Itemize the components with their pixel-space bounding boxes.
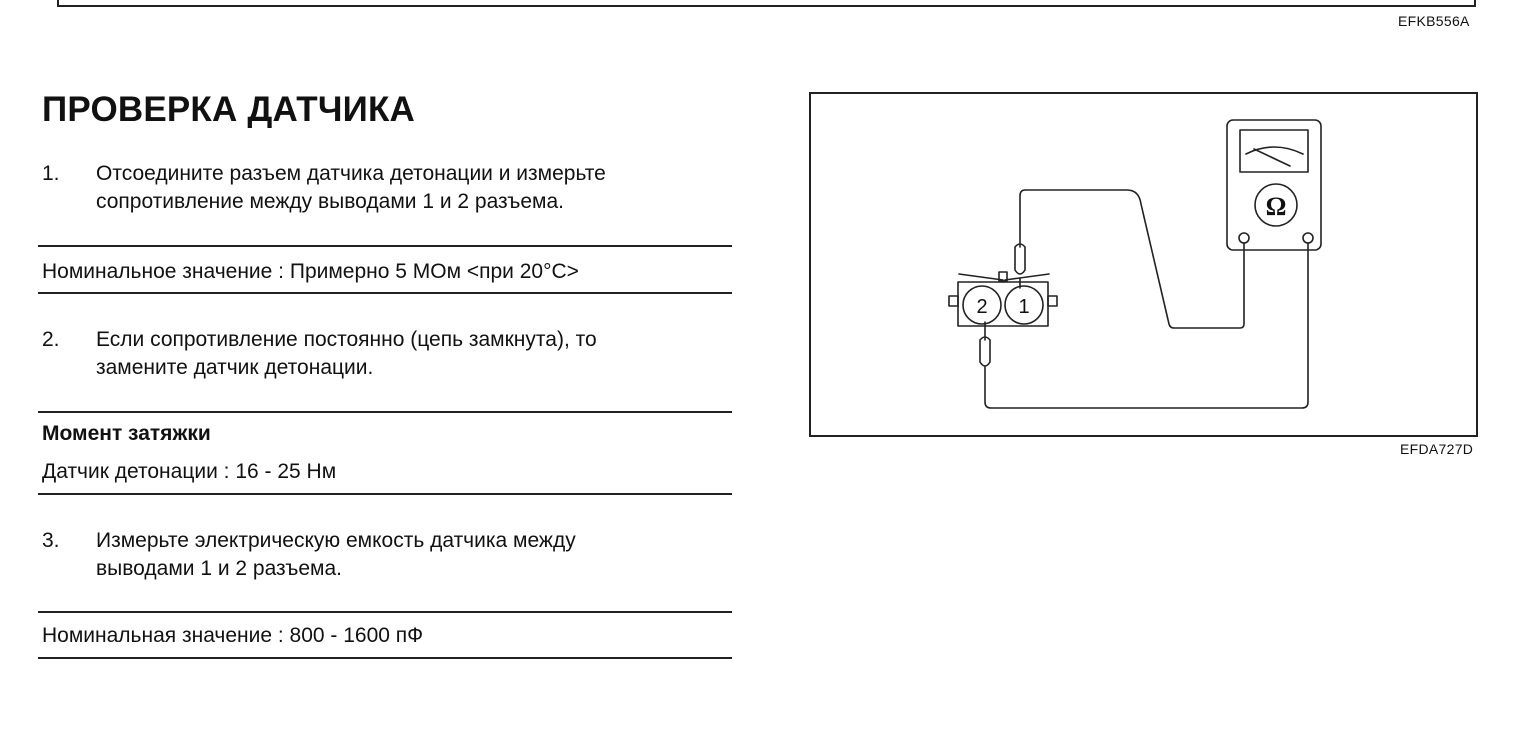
step-text-line: сопротивление между выводами 1 и 2 разъема. [96,190,564,213]
step-text-line: Измерьте электрическую емкость датчика между [96,529,576,552]
spec-divider-bottom [38,292,732,294]
spec-capacitance: Номинальная значение : 800 - 1600 пФ [42,624,424,647]
step-number: 1. [42,162,60,185]
ohmmeter-diagram [809,92,1478,437]
ohmmeter-body [1227,120,1321,250]
step-text-line: выводами 1 и 2 разъема. [96,557,342,580]
torque-value: Датчик детонации : 16 - 25 Нм [42,460,337,483]
step-text [96,326,746,382]
step-1 [42,160,742,220]
spec-divider-bottom [38,657,732,659]
step-text [96,527,746,583]
step-number: 3. [42,529,60,552]
ohmmeter-needle [1254,149,1290,166]
test-probe-1 [1015,244,1025,274]
torque-title: Момент затяжки [42,422,211,445]
test-probe-2 [980,337,990,366]
spec-resistance: Номинальное значение : Примерно 5 МОм <при 20°C> [42,260,579,283]
step-text-line: Если сопротивление постоянно (цепь замкнута), то [96,328,597,351]
previous-figure-frame [57,0,1476,7]
spec-divider-top [38,245,732,247]
step-text-line: Отсоедините разъем датчика детонации и измерьте [96,162,606,185]
step-text-line: замените датчик детонации. [96,356,374,379]
connector-side-tab-left [949,296,958,306]
terminal-2-label: 2 [976,296,988,318]
terminal-1-label: 1 [1018,296,1030,318]
page-title: ПРОВЕРКА ДАТЧИКА [42,90,416,129]
step-text [96,160,746,216]
ohm-symbol: Ω [1265,192,1287,221]
figure-code-diagram: EFDA727D [1400,441,1474,457]
torque-divider-top [38,411,732,413]
torque-divider-bottom [38,493,732,495]
test-lead-wire-1 [1020,190,1244,328]
step-2 [42,326,742,386]
step-number: 2. [42,328,60,351]
ohmmeter-scale-arc [1246,147,1303,154]
figure-code-top: EFKB556A [1398,13,1470,29]
spec-divider-top [38,611,732,613]
connector-side-tab-right [1048,296,1057,306]
ohmmeter-terminal-left [1239,233,1249,243]
step-3 [42,527,742,587]
ohmmeter-terminal-right [1303,233,1313,243]
